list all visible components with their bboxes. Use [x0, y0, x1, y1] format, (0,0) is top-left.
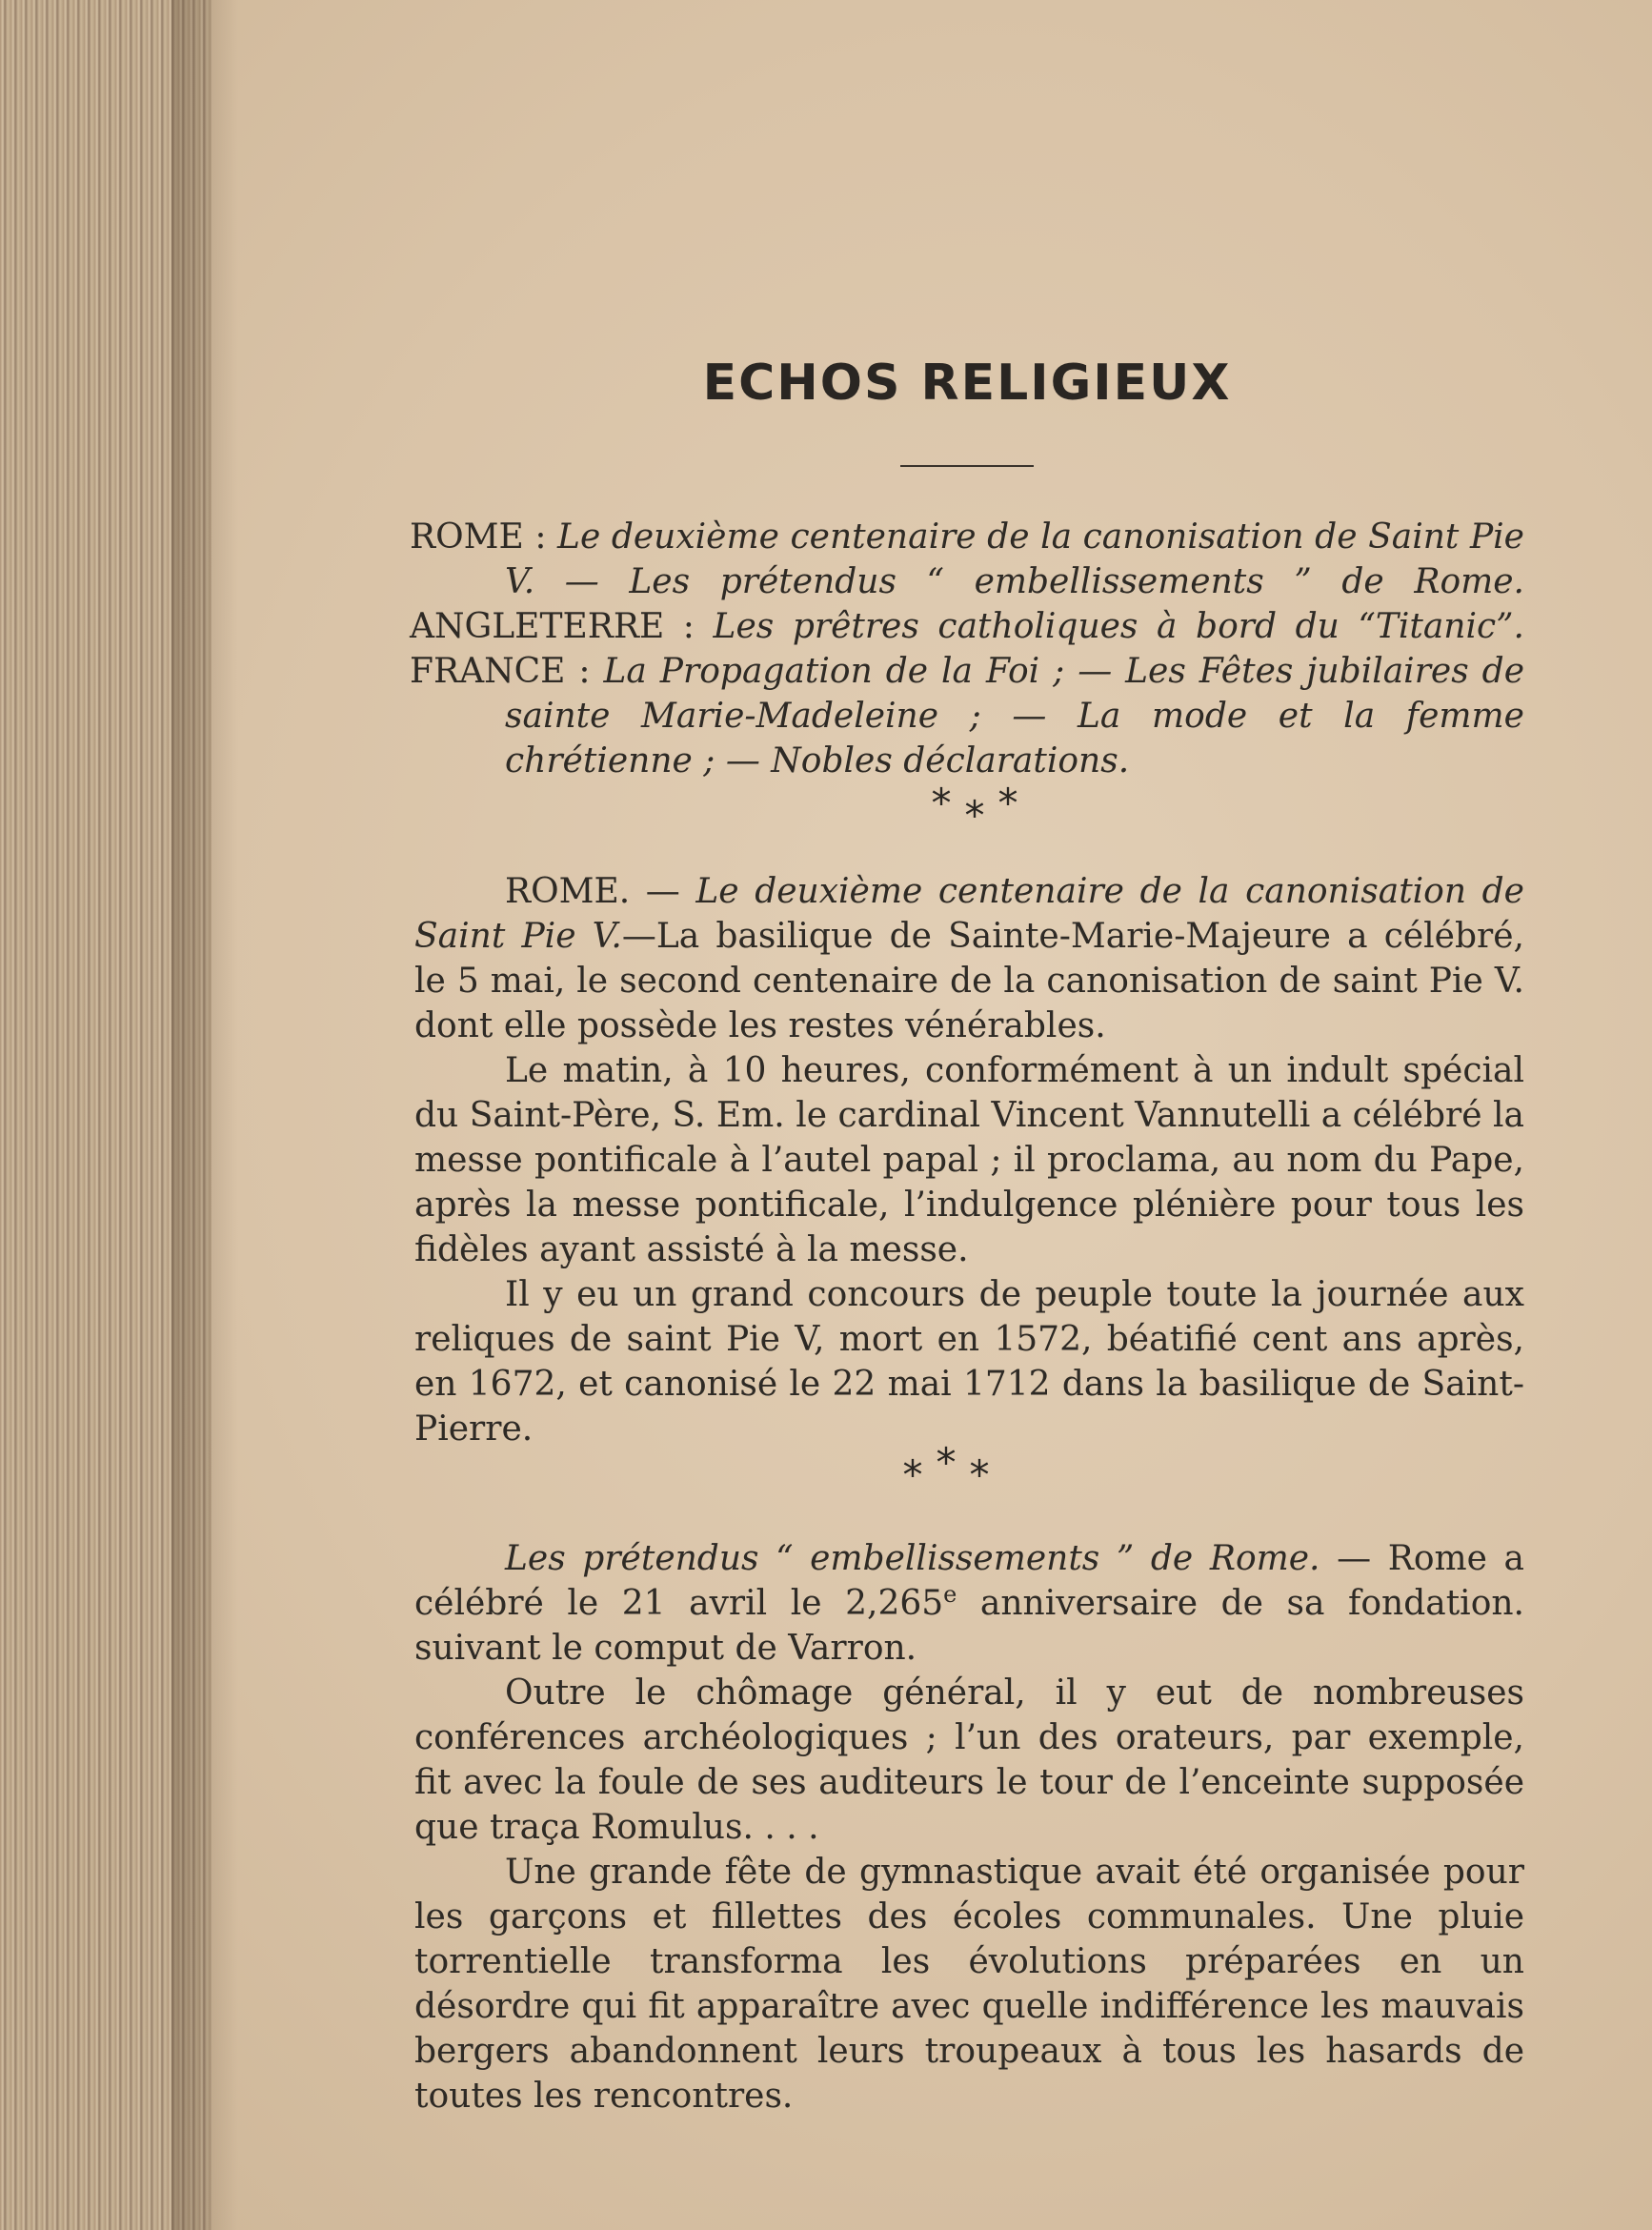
section-rome-embellissements — [414, 1536, 1524, 2118]
summary-france-country: FRANCE : — [410, 652, 591, 691]
summary-france-text: La Propagation de la Foi ; — Les Fêtes jubilaires de sainte Marie-Madeleine ; — La mode et la femme chrétienne ; — Nobles déclarations. — [505, 652, 1524, 780]
section1-paragraph-2: Le matin, à 10 heures, conformément à un indult spécial du Saint-Père, S. Em. le cardinal Vincent Vannutelli a célébré la messe pontificale à l’autel papal ; il proclama, au nom du Pape, après la messe pontificale, l’indulgence plénière pour tous les fidèles ayant assisté à la messe. — [414, 1051, 1524, 1269]
section2-paragraph-3: Une grande fête de gymnastique avait été organisée pour les garçons et fillettes des écoles communales. Une pluie torrentielle transforma les évolutions préparées en un désordre qui fit apparaître avec quelle indifférence les mauvais bergers abandonnent leurs troupeaux à tous les hasards de toutes les rencontres. — [414, 1853, 1524, 2116]
section1-lead-label: ROME. — — [505, 872, 680, 911]
summary-angleterre-text: Les prêtres catholiques à bord du “Titanic”. — [713, 607, 1524, 646]
summary-angleterre-country: ANGLETERRE : — [410, 607, 695, 646]
section2-paragraph-2: Outre le chômage général, il y eut de nombreuses conférences archéologiques ; l’un des orateurs, par exemple, fit avec la foule de ses auditeurs le tour de l’enceinte supposée que traça Romulus. . . . — [414, 1673, 1524, 1847]
summary-angleterre — [410, 604, 1524, 649]
section2-p1-text-b: anniversaire de sa fondation. suivant le comput de Varron. — [414, 1584, 1524, 1668]
section1-paragraph-3: Il y eu un grand concours de peuple toute la journée aux reliques de saint Pie V, mort en 1572, béatifié cent ans après, en 1672, et canonisé le 22 mai 1712 dans la basilique de Saint-Pierre. — [414, 1275, 1524, 1449]
summary-rome-country: ROME : — [410, 517, 547, 557]
section-rome-centenaire — [414, 869, 1524, 1451]
title-rule — [900, 465, 1034, 467]
section2-p1-text-a: — Rome a célébré le 21 avril le 2,265 — [414, 1539, 1525, 1623]
page-title: ECHOS RELIGIEUX — [702, 355, 1232, 412]
summary-block — [410, 515, 1524, 783]
section1-paragraph-1 — [414, 869, 1524, 1048]
asterism-separator: ⁎*⁎ — [902, 1439, 1003, 1486]
summary-rome — [410, 515, 1524, 604]
section2-paragraph-1 — [414, 1536, 1524, 1671]
section2-p1-superscript: e — [943, 1581, 957, 1608]
section2-lead-title: Les prétendus “ embellissements ” de Rome. — [505, 1539, 1320, 1578]
asterism-separator: *⁎* — [931, 780, 1032, 826]
section1-p1-text: —La basilique de Sainte-Marie-Majeure a célébré, le 5 mai, le second centenaire de la canonisation de saint Pie V. dont elle possède les restes vénérables. — [414, 917, 1524, 1045]
section1-lead-title: Le deuxième centenaire de la canonisation de Saint Pie V. — [414, 872, 1524, 956]
gutter-shadow — [171, 0, 238, 2230]
summary-rome-text: Le deuxième centenaire de la canonisation de Saint Pie V. — Les prétendus “ embellissements ” de Rome. — [505, 517, 1524, 601]
summary-france — [410, 649, 1524, 783]
